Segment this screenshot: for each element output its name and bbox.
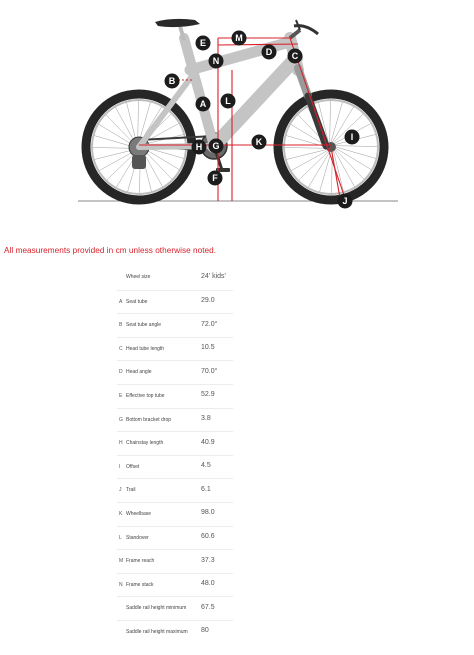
table-row (117, 313, 233, 337)
marker-i (345, 130, 360, 145)
row-letter: I (119, 463, 121, 470)
spoke (308, 152, 329, 187)
table-row (117, 596, 233, 620)
row-label: Seat tube angle (126, 322, 162, 329)
table-row (117, 455, 233, 479)
table-row (117, 266, 233, 290)
marker-letter: G (212, 141, 220, 152)
spoke (93, 148, 134, 149)
row-value: 98.0 (201, 509, 215, 517)
row-label: Saddle rail height minimum (126, 605, 187, 612)
row-value: 70.0° (201, 367, 218, 375)
spoke (336, 146, 377, 147)
row-letter: A (119, 298, 123, 305)
row-letter: L (119, 534, 122, 541)
spoke (330, 101, 331, 142)
table-row (117, 549, 233, 573)
table-row (117, 478, 233, 502)
marker-d (262, 45, 277, 60)
row-label: Wheelbase (126, 510, 152, 517)
spoke (144, 148, 179, 169)
row-value: 80 (201, 627, 209, 635)
marker-f (208, 171, 223, 186)
bike-geometry-diagram (0, 0, 474, 240)
marker-letter: N (212, 56, 220, 67)
row-value: 24' kids' (201, 272, 226, 280)
marker-k (252, 135, 267, 150)
marker-letter: C (291, 51, 299, 62)
marker-letter: I (350, 132, 354, 143)
marker-e (196, 36, 211, 51)
row-label: Head angle (126, 369, 152, 376)
row-label: Head tube length (126, 345, 165, 352)
table-row (117, 384, 233, 408)
row-letter: E (119, 392, 123, 399)
measurement-note: All measurements provided in cm unless otherwise noted. (4, 246, 217, 255)
spoke (336, 148, 371, 169)
row-label: Seat tube (126, 298, 148, 305)
marker-l (221, 94, 236, 109)
table-row (117, 573, 233, 597)
marker-letter: M (235, 33, 243, 44)
geometry-table (117, 266, 233, 644)
marker-n (209, 54, 224, 69)
row-value: 29.0 (201, 297, 215, 305)
row-value: 60.6 (201, 533, 215, 541)
row-label: Trail (126, 487, 136, 494)
row-label: Offset (126, 463, 140, 470)
spoke (99, 124, 134, 145)
marker-g (209, 139, 224, 154)
row-value: 67.5 (201, 603, 215, 611)
marker-c (288, 49, 303, 64)
marker-letter: H (195, 142, 203, 153)
marker-letter: J (342, 196, 348, 207)
row-label: Frame reach (126, 558, 155, 565)
table-row (117, 620, 233, 644)
marker-letter: L (225, 96, 231, 107)
marker-h (192, 140, 207, 155)
row-label: Wheel size (126, 274, 151, 280)
row-letter: D (119, 369, 123, 376)
table-row (117, 337, 233, 361)
row-letter: B (119, 322, 123, 329)
row-letter: C (119, 345, 123, 352)
row-label: Saddle rail height maximum (126, 628, 188, 635)
row-label: Standover (126, 534, 149, 541)
table-row (117, 360, 233, 384)
marker-letter: K (255, 137, 263, 148)
table-row (117, 526, 233, 550)
marker-letter: F (212, 173, 218, 184)
table-row (117, 408, 233, 432)
marker-j (338, 194, 353, 209)
spoke (285, 148, 326, 149)
row-value: 37.3 (201, 556, 215, 564)
spoke (138, 101, 139, 142)
marker-letter: D (265, 47, 273, 58)
row-label: Chainstay length (126, 440, 164, 447)
table-row (117, 431, 233, 455)
row-letter: N (119, 581, 123, 588)
row-value: 4.5 (201, 462, 211, 470)
row-letter: J (119, 487, 122, 494)
row-value: 3.8 (201, 415, 211, 423)
row-label: Frame stack (126, 581, 154, 588)
table-row (117, 290, 233, 314)
marker-b (165, 74, 180, 89)
row-letter: K (119, 510, 123, 517)
row-letter: G (119, 416, 123, 423)
row-value: 72.0° (201, 320, 218, 328)
marker-m (232, 31, 247, 46)
row-letter: H (119, 440, 123, 447)
row-value: 10.5 (201, 344, 215, 352)
marker-letter: B (168, 76, 176, 87)
row-label: Bottom bracket drop (126, 416, 172, 423)
marker-a (196, 97, 211, 112)
row-value: 52.9 (201, 391, 215, 399)
row-value: 48.0 (201, 580, 215, 588)
row-value: 6.1 (201, 485, 211, 493)
marker-letter: A (199, 99, 207, 110)
row-letter: M (119, 558, 124, 565)
marker-letter: E (199, 38, 207, 49)
row-value: 40.9 (201, 438, 215, 446)
row-label: Effective top tube (126, 392, 165, 399)
table-row (117, 502, 233, 526)
